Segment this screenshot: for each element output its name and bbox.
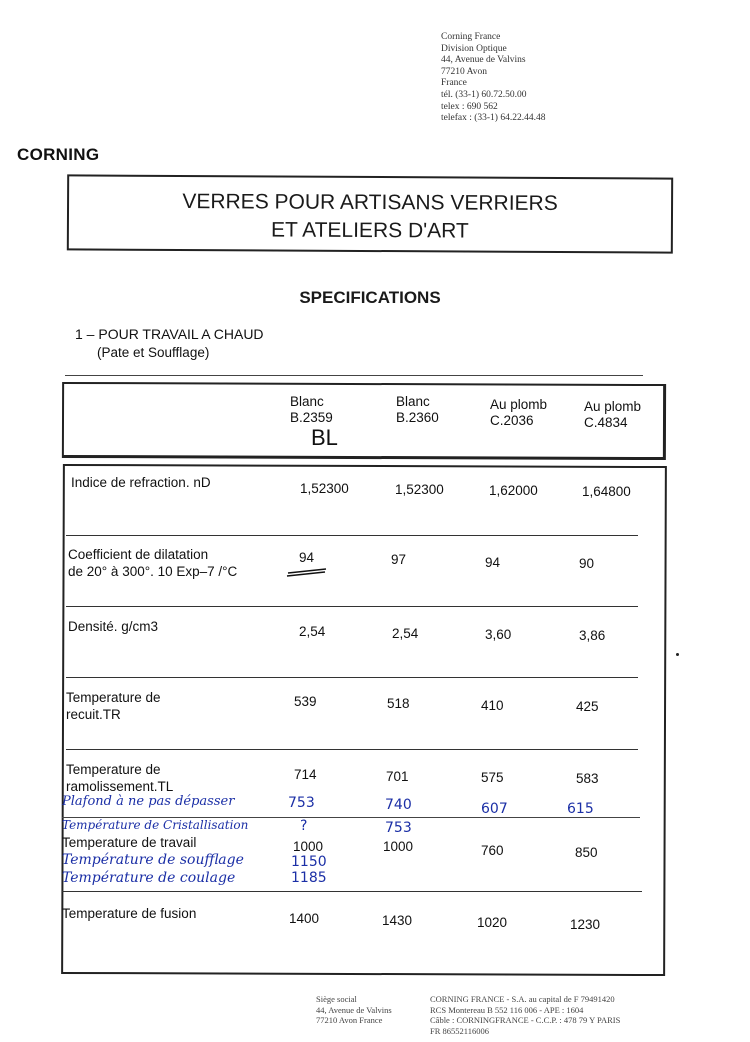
column-header [396, 394, 439, 426]
company-address [441, 32, 545, 125]
handwritten-value: 753 [288, 795, 315, 811]
footer-line: 77210 Avon France [316, 1015, 383, 1025]
table-cell: 3,60 [485, 627, 512, 642]
table-cell: 1000 [293, 839, 324, 854]
row-label [68, 546, 237, 580]
table-cell: 1020 [477, 915, 508, 930]
handwritten-value: 615 [567, 801, 594, 817]
address-line: 44, Avenue de Valvins [441, 55, 526, 66]
section-heading: 1 – POUR TRAVAIL A CHAUD [75, 326, 264, 342]
table-cell: 90 [579, 556, 595, 571]
table-cell: 3,86 [579, 628, 606, 643]
column-code: C.4834 [584, 415, 628, 430]
scan-speck [676, 653, 679, 656]
footer-line: FR 86552116006 [430, 1025, 489, 1036]
column-header-box [62, 382, 666, 460]
row-label-line: ramolissement.TL [66, 779, 174, 794]
table-cell: 410 [481, 698, 504, 713]
handwritten-label: Plafond à ne pas dépasser [62, 794, 235, 809]
row-label: Temperature de travail [62, 835, 197, 850]
handwritten-note: BL [311, 425, 338, 450]
title-line-1: VERRES POUR ARTISANS VERRIERS [182, 190, 558, 215]
row-divider [66, 535, 638, 536]
table-cell: 1000 [383, 839, 414, 854]
column-type: Blanc [290, 394, 324, 409]
row-label-line: Temperature de [66, 762, 161, 777]
address-line: Corning France [441, 32, 501, 42]
column-code: C.2036 [490, 413, 534, 428]
handwritten-value: 1150 [291, 854, 327, 870]
table-cell: 518 [387, 696, 410, 711]
row-label: Temperature de fusion [62, 906, 197, 921]
table-cell: 575 [481, 770, 504, 785]
address-line: Division Optique [441, 43, 507, 54]
table-cell: 1,52300 [395, 482, 444, 497]
table-cell: 760 [481, 843, 504, 858]
column-code: B.2359 [290, 410, 333, 425]
table-cell: 2,54 [392, 626, 419, 641]
footer-line: RCS Montereau B 552 116 006 - APE : 1604 [430, 1004, 584, 1015]
table-cell: 850 [575, 845, 598, 860]
column-header [490, 397, 547, 429]
address-line: telefax : (33-1) 64.22.44.48 [441, 113, 546, 124]
table-cell: 1,62000 [489, 483, 538, 498]
table-cell: 94 [485, 555, 501, 570]
table-cell: 1,52300 [300, 481, 349, 496]
row-label-line: Coefficient de dilatation [68, 547, 209, 562]
handwritten-value: 753 [385, 820, 412, 836]
row-label: Densité. g/cm3 [68, 619, 159, 634]
table-cell: 425 [576, 699, 599, 714]
column-code: B.2360 [396, 410, 439, 425]
handwritten-label: Température de soufflage [62, 852, 244, 868]
table-cell: 94 [299, 550, 315, 565]
title-box [67, 174, 673, 253]
table-cell: 2,54 [299, 624, 326, 639]
table-cell: 1,64800 [582, 484, 631, 499]
row-label-line: Temperature de [66, 690, 161, 705]
handwritten-value: 740 [385, 797, 412, 813]
table-cell: 1230 [570, 917, 601, 932]
table-cell: 583 [576, 771, 599, 786]
table-cell: 539 [294, 694, 317, 709]
row-divider [62, 891, 642, 892]
table-cell: 1400 [289, 911, 320, 926]
table-cell: 97 [391, 552, 407, 567]
footer-company-info [430, 994, 620, 1036]
footer-line: 44, Avenue de Valvins [316, 1004, 392, 1015]
handwritten-value: 1185 [291, 870, 327, 886]
row-label [66, 689, 161, 723]
column-header [290, 394, 333, 426]
title-line-2: ET ATELIERS D'ART [270, 218, 469, 243]
column-type: Au plomb [490, 397, 548, 412]
table-cell: 714 [294, 767, 317, 782]
section-subheading: (Pate et Soufflage) [97, 345, 210, 360]
footer-registered-office [316, 994, 392, 1026]
footer-line: Câble : CORNINGFRANCE - C.C.P. : 478 79 Y PARIS [430, 1015, 621, 1025]
handwritten-value: 607 [481, 801, 508, 817]
row-divider [66, 606, 638, 607]
divider [65, 375, 643, 376]
row-label-line: de 20° à 300°. 10 Exp–7 /°C [68, 564, 238, 579]
footer-line: CORNING FRANCE - S.A. au capital de F 79491420 [430, 994, 615, 1004]
row-label-line: recuit.TR [66, 707, 121, 722]
column-type: Blanc [396, 394, 430, 409]
table-cell: 701 [386, 769, 409, 784]
table-cell: 1430 [382, 913, 413, 928]
column-header [584, 399, 641, 431]
footer-line: Siège social [316, 994, 357, 1004]
address-line: tél. (33-1) 60.72.50.00 [441, 89, 527, 100]
address-line: 77210 Avon [441, 66, 488, 77]
corning-logo: CORNING [17, 145, 100, 164]
handwritten-value: ? [300, 818, 308, 834]
row-label [66, 761, 173, 795]
row-divider [66, 677, 638, 678]
row-divider [66, 749, 638, 750]
column-type: Au plomb [584, 399, 642, 414]
address-line: telex : 690 562 [441, 101, 498, 112]
handwritten-label: Température de Cristallisation [62, 818, 249, 832]
address-line: France [441, 78, 467, 89]
handwritten-double-underline [286, 568, 328, 577]
row-label: Indice de refraction. nD [71, 475, 211, 490]
specifications-heading: SPECIFICATIONS [299, 288, 441, 307]
handwritten-label: Température de coulage [62, 870, 236, 886]
